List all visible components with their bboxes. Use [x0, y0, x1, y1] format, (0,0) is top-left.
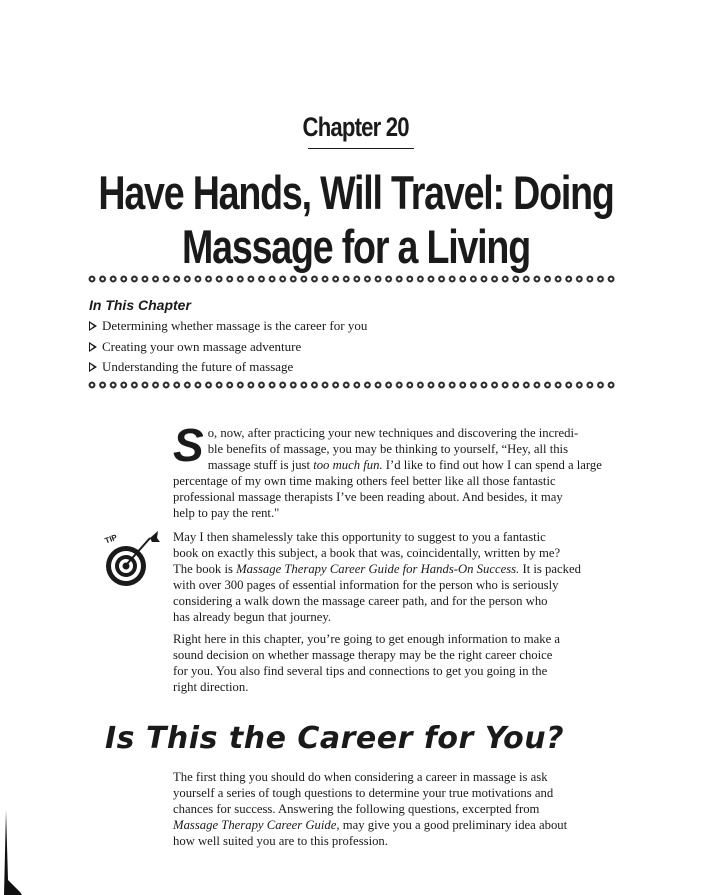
overview-line: right direction.	[173, 680, 249, 694]
book-title-reference: Massage Therapy Career Guide,	[173, 818, 340, 832]
overview-line: Right here in this chapter, you’re going to get enough information to make a	[173, 632, 561, 646]
overview-line: sound decision on whether massage therapy may be the right career choice	[173, 648, 553, 662]
dotted-divider-top	[88, 275, 618, 283]
intro-line: help to pay the rent."	[173, 506, 280, 520]
list-item-text: Understanding the future of massage	[102, 359, 294, 374]
list-item	[89, 316, 367, 337]
bullet-arrow-icon	[89, 321, 97, 331]
intro-emphasis: too much fun.	[313, 458, 383, 472]
overview-line: for you. You also find several tips and connections to get you going in the	[173, 664, 548, 678]
intro-line: o, now, after practicing your new techniques and discovering the incredi-	[207, 426, 579, 440]
intro-line: I’d like to find out how I can spend a large	[382, 458, 602, 472]
drop-cap: S	[173, 419, 204, 471]
dotted-divider-bottom	[88, 381, 618, 389]
intro-line: massage stuff is just	[207, 458, 314, 472]
section-line: how well suited you are to this profession.	[173, 834, 388, 848]
chapter-number: Chapter 20	[302, 112, 409, 142]
section-line: may give you a good preliminary idea about	[339, 818, 568, 832]
section-line: yourself a series of tough questions to determine your true motivations and	[173, 786, 554, 800]
tip-paragraph	[173, 529, 623, 625]
section-paragraph	[173, 769, 623, 849]
chapter-title	[0, 166, 709, 274]
tip-line: May I then shamelessly take this opportunity to suggest to you a fantastic	[173, 530, 546, 544]
list-item	[89, 357, 367, 378]
intro-paragraph	[173, 419, 623, 521]
tip-target-icon	[100, 528, 162, 590]
tip-line: The book is	[173, 562, 237, 576]
section-line: chances for success. Answering the following questions, excerpted from	[173, 802, 540, 816]
chapter-overview-paragraph	[173, 631, 623, 695]
tip-line: It is packed	[519, 562, 581, 576]
list-item-text: Determining whether massage is the career for you	[102, 318, 368, 333]
tip-line: with over 300 pages of essential information for the person who is seriously	[173, 578, 559, 592]
scan-edge-mark	[0, 810, 30, 895]
chapter-title-line-2: Massage for a Living	[182, 220, 530, 273]
tip-line: considering a walk down the massage career path, and for the person who	[173, 594, 548, 608]
list-item-text: Creating your own massage adventure	[102, 338, 302, 354]
list-item	[89, 337, 367, 358]
tip-line: has already begun that journey.	[173, 610, 332, 624]
bullet-arrow-icon	[89, 342, 97, 352]
intro-line: percentage of my own time making others feel better like all those fantastic	[173, 474, 556, 488]
chapter-title-line-1: Have Hands, Will Travel: Doing	[98, 166, 614, 219]
chapter-topics-list	[89, 316, 367, 378]
section-heading: Is This the Career for You?	[105, 721, 564, 756]
in-this-chapter-heading: In This Chapter	[89, 297, 191, 313]
chapter-underline	[308, 148, 414, 149]
book-title: Massage Therapy Career Guide for Hands-On Success.	[236, 562, 520, 576]
intro-line: ble benefits of massage, you may be thinking to yourself, “Hey, all this	[207, 442, 569, 456]
section-line: The first thing you should do when considering a career in massage is ask	[173, 770, 548, 784]
bullet-arrow-icon	[89, 362, 97, 372]
intro-line: professional massage therapists I’ve been reading about. And besides, it may	[173, 490, 563, 504]
tip-icon-label: TIP	[103, 532, 119, 546]
tip-line: book on exactly this subject, a book that was, coincidentally, written by me?	[173, 546, 561, 560]
